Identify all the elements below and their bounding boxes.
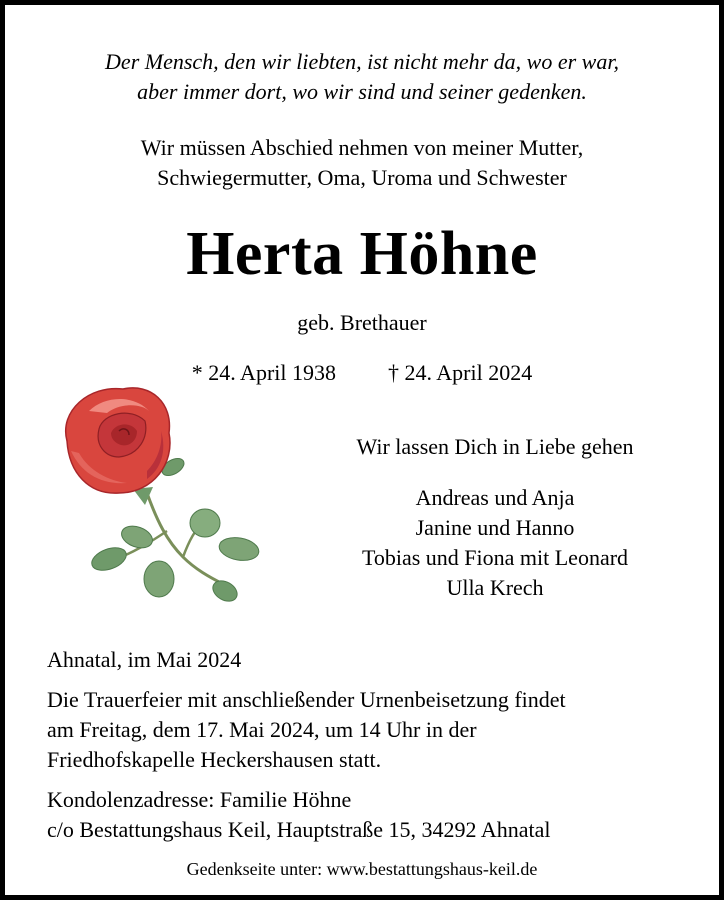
birth-date: * 24. April 1938: [191, 360, 336, 385]
intro-line-1: Wir müssen Abschied nehmen von meiner Mutter,: [140, 135, 584, 160]
death-date: † 24. April 2024: [388, 360, 533, 385]
deceased-name: Herta Höhne: [186, 220, 538, 288]
ceremony-line-2: am Freitag, dem 17. Mai 2024, um 14 Uhr in der: [47, 717, 477, 742]
motto-line-1: Der Mensch, den wir liebten, ist nicht mehr da, wo er war,: [105, 49, 619, 74]
ceremony-line-1: Die Trauerfeier mit anschließender Urnenbeisetzung findet: [47, 687, 566, 712]
condolence-line-1: Kondolenzadresse: Familie Höhne: [47, 787, 352, 812]
memorial-page-link: Gedenkseite unter: www.bestattungshaus-keil.de: [186, 859, 538, 879]
ceremony-line-3: Friedhofskapelle Heckershausen statt.: [47, 747, 382, 772]
mourner-item: Tobias und Fiona mit Leonard: [361, 545, 629, 570]
condolence-line-2: c/o Bestattungshaus Keil, Hauptstraße 15, 34292 Ahnatal: [47, 817, 551, 842]
mourner-item: Ulla Krech: [446, 575, 544, 600]
condolence-address: [47, 785, 550, 845]
rose-icon: [49, 381, 269, 613]
intro-line-2: Schwiegermutter, Oma, Uroma und Schwester: [157, 165, 567, 190]
intro-text: [10, 133, 714, 193]
farewell-text: Wir lassen Dich in Liebe gehen: [356, 434, 634, 459]
ceremony-text: [47, 685, 566, 775]
mourner-item: Andreas und Anja: [415, 485, 575, 510]
place-date: Ahnatal, im Mai 2024: [47, 647, 242, 672]
motto-line-2: aber immer dort, wo wir sind und seiner gedenken.: [137, 79, 587, 104]
mourner-item: Janine und Hanno: [415, 515, 575, 540]
mourners-list: [305, 483, 685, 603]
maiden-name: geb. Brethauer: [297, 310, 427, 335]
motto: [10, 47, 714, 107]
